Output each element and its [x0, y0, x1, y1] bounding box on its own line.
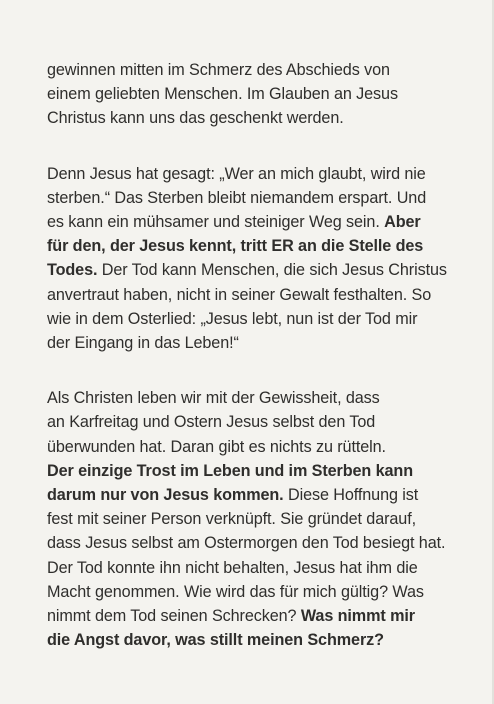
text-segment: Denn Jesus hat gesagt: „Wer an mich glaubt, wird nie: [47, 164, 426, 183]
text-segment: gewinnen mitten im Schmerz des Abschieds von: [47, 61, 390, 79]
text-segment: der Eingang in das Leben!“: [47, 334, 239, 353]
text-line: [47, 483, 464, 507]
text-line: [47, 435, 464, 459]
bold-text: Aber: [384, 213, 421, 232]
text-segment: Diese Hoffnung ist: [283, 486, 419, 505]
text-line: [47, 410, 464, 434]
paragraph-spacer: [47, 355, 464, 386]
bold-text: Todes.: [47, 261, 98, 280]
paragraph-spacer: [47, 131, 464, 162]
text-line: [47, 459, 464, 483]
text-segment: Christus kann uns das geschenkt werden.: [47, 109, 344, 128]
text-line: [47, 210, 464, 234]
text-line: [47, 628, 464, 652]
body-text: [47, 58, 464, 652]
bold-text: Was nimmt mir: [300, 607, 415, 626]
text-line: [47, 580, 464, 604]
paragraph: [47, 386, 464, 652]
text-line: [47, 283, 464, 307]
text-line: [47, 58, 464, 82]
text-segment: fest mit seiner Person verknüpft. Sie gründet darauf,: [47, 510, 417, 529]
text-line: [47, 234, 464, 258]
text-line: [47, 386, 464, 410]
paragraph: [47, 162, 464, 356]
text-line: [47, 507, 464, 531]
text-segment: Der Tod konnte ihn nicht behalten, Jesus hat ihm die: [47, 558, 418, 577]
text-segment: an Karfreitag und Ostern Jesus selbst den Tod: [47, 413, 376, 432]
text-segment: anvertraut haben, nicht in seiner Gewalt festhalten. So: [47, 285, 432, 304]
text-line: [47, 82, 464, 106]
text-line: [47, 556, 464, 580]
bold-text: Der einzige Trost im Leben und im Sterben kann: [47, 461, 413, 480]
text-segment: es kann ein mühsamer und steiniger Weg sein.: [47, 213, 385, 232]
text-line: [47, 531, 464, 555]
text-segment: überwunden hat. Daran gibt es nichts zu rütteln.: [47, 437, 386, 456]
text-segment: wie in dem Osterlied: „Jesus lebt, nun ist der Tod mir: [47, 309, 418, 328]
text-segment: Macht genommen. Wie wird das für mich gültig? Was: [47, 582, 424, 601]
paragraph: [47, 58, 464, 131]
text-segment: sterben.“ Das Sterben bleibt niemandem erspart. Und: [47, 188, 427, 207]
text-line: [47, 186, 464, 210]
text-segment: dass Jesus selbst am Ostermorgen den Tod besiegt hat.: [47, 534, 446, 553]
text-segment: nimmt dem Tod seinen Schrecken?: [47, 607, 301, 626]
text-line: [47, 604, 464, 628]
bold-text: die Angst davor, was stillt meinen Schmerz?: [47, 631, 384, 650]
text-line: [47, 307, 464, 331]
text-line: [47, 106, 464, 130]
bold-text: für den, der Jesus kennt, tritt ER an die Stelle des: [47, 237, 424, 256]
text-segment: einem geliebten Menschen. Im Glauben an Jesus: [47, 85, 398, 104]
bold-text: darum nur von Jesus kommen.: [47, 486, 284, 505]
text-line: [47, 162, 464, 186]
text-line: [47, 258, 464, 282]
text-segment: Als Christen leben wir mit der Gewissheit, dass: [47, 389, 380, 408]
text-segment: Der Tod kann Menschen, die sich Jesus Christus: [97, 261, 447, 280]
text-line: [47, 331, 464, 355]
